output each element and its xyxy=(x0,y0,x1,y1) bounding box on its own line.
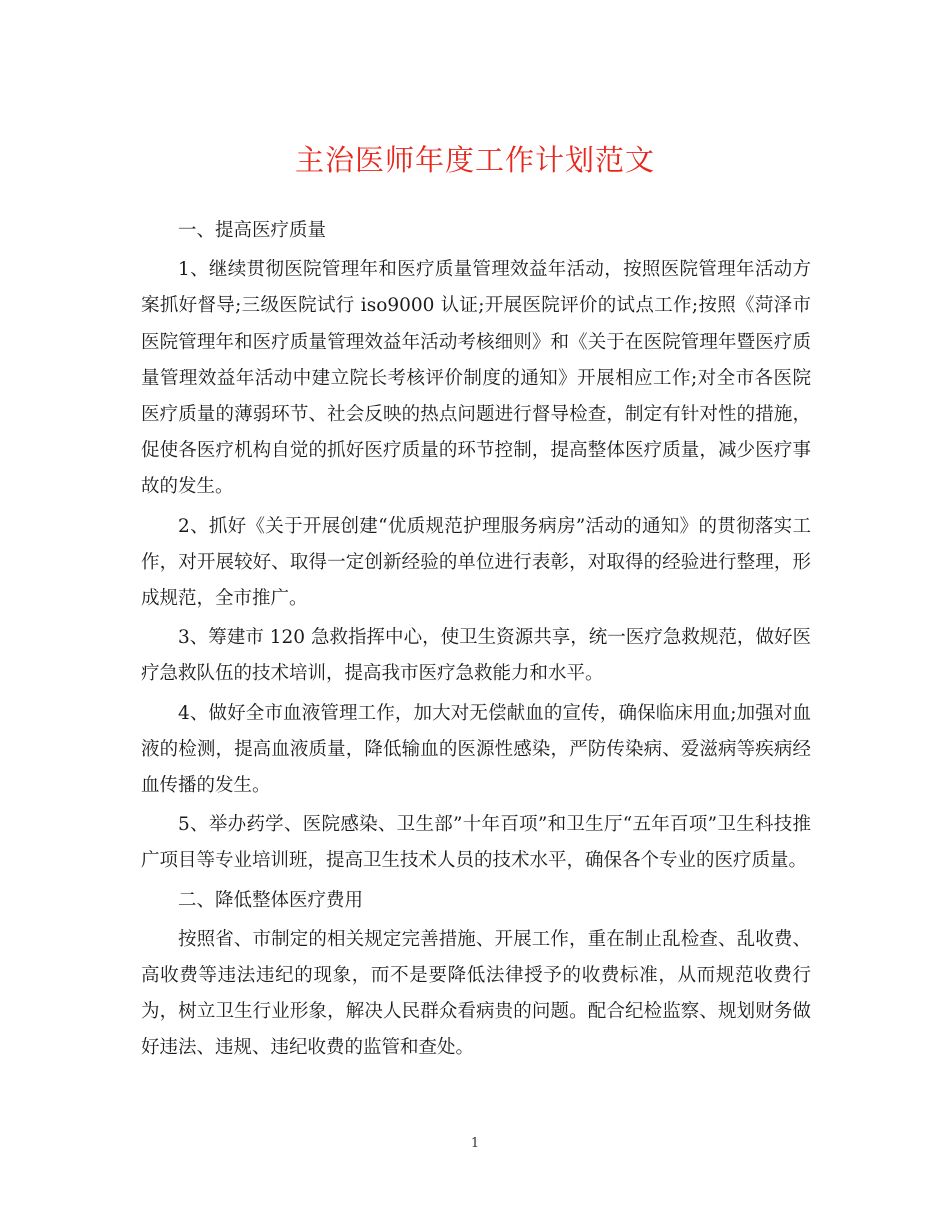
document-body xyxy=(141,213,811,1070)
body-paragraph: 1、继续贯彻医院管理年和医疗质量管理效益年活动，按照医院管理年活动方案抓好督导;三级医院试行 iso9000 认证;开展医院评价的试点工作;按照《菏泽市医院管理年和医疗质量管理效益年活动考核细则》和《关于在医院管理年暨医疗质量管理效益年活动中建立院长考核评价制度的通知》开展相应工作;对全市各医院医疗质量的薄弱环节、社会反映的热点问题进行督导检查，制定有针对性的措施，促使各医疗机构自觉的抓好医疗质量的环节控制，提高整体医疗质量，减少医疗事故的发生。 xyxy=(141,259,811,498)
document-title: 主治医师年度工作计划范文 xyxy=(294,143,655,177)
section-heading: 二、降低整体医疗费用 xyxy=(178,889,364,911)
body-paragraph: 按照省、市制定的相关规定完善措施、开展工作，重在制止乱检查、乱收费、高收费等违法违纪的现象，而不是要降低法律授予的收费标准，从而规范收费行为，树立卫生行业形象，解决人民群众看病贵的问题。配合纪检监察、规划财务做好违法、违规、违纪收费的监管和查处。 xyxy=(141,928,811,1059)
body-paragraph: 4、做好全市血液管理工作，加大对无偿献血的宣传，确保临床用血;加强对血液的检测，提高血液质量，降低输血的医源性感染，严防传染病、爱滋病等疾病经血传播的发生。 xyxy=(141,702,811,797)
page-number: 1 xyxy=(470,1136,480,1151)
body-paragraph: 3、筹建市 120 急救指挥中心，使卫生资源共享，统一医疗急救规范，做好医疗急救队伍的技术培训，提高我市医疗急救能力和水平。 xyxy=(141,627,811,685)
body-paragraph: 5、举办药学、医院感染、卫生部”十年百项”和卫生厅“五年百项”卫生科技推广项目等专业培训班，提高卫生技术人员的技术水平，确保各个专业的医疗质量。 xyxy=(141,814,811,872)
section-heading: 一、提高医疗质量 xyxy=(178,220,327,241)
body-paragraph: 2、抓好《关于开展创建“优质规范护理服务病房”活动的通知》的贯彻落实工作，对开展较好、取得一定创新经验的单位进行表彰，对取得的经验进行整理，形成规范，全市推广。 xyxy=(141,515,811,610)
